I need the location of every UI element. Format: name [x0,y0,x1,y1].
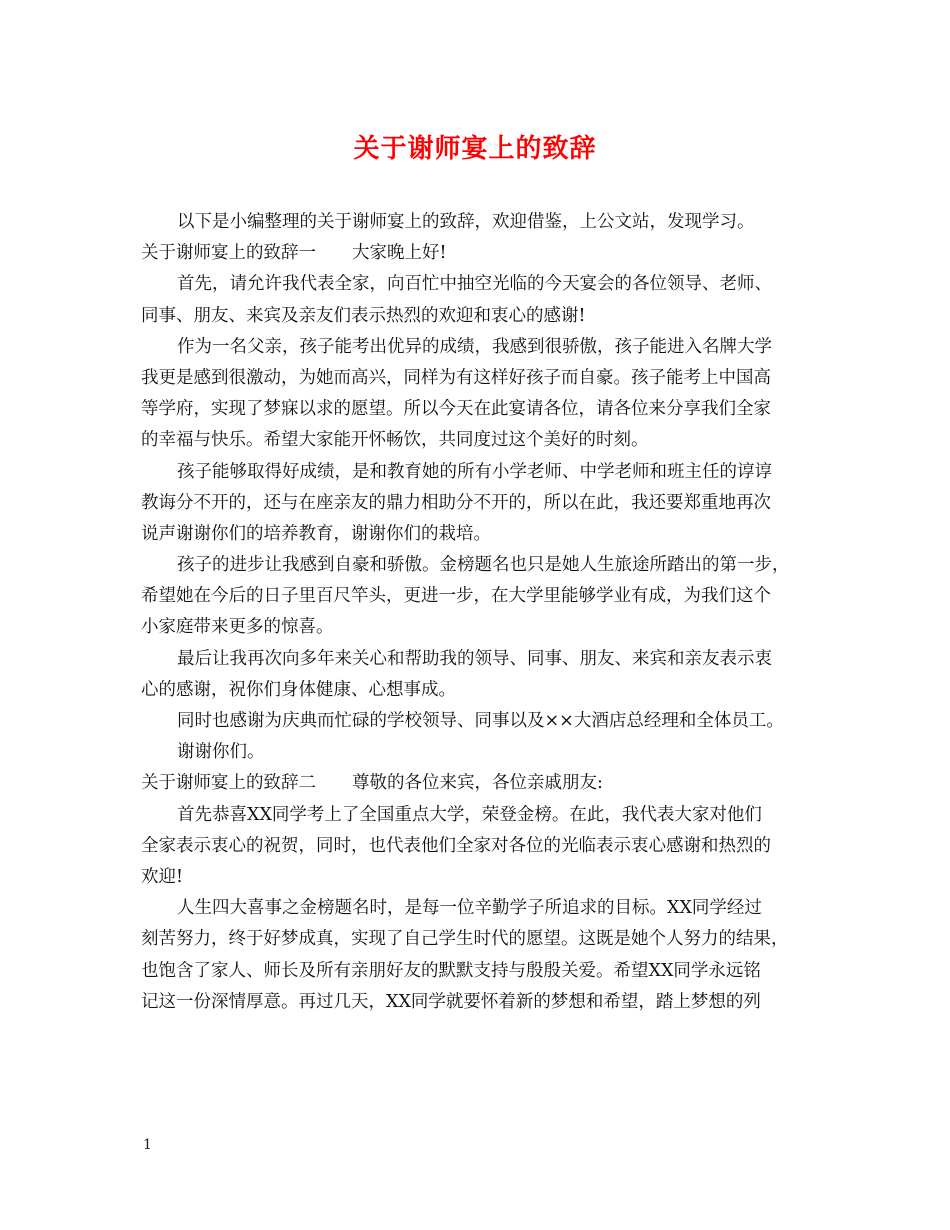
text-line [141,519,821,550]
line-text: 记这一份深情厚意。再过几天，XX同学就要怀着新的梦想和希望，踏上梦想的列 [141,991,761,1012]
text-line [141,269,821,300]
line-text: 欢迎! [141,866,184,887]
text-line [141,301,821,332]
text-line [141,893,821,924]
text-line [141,800,821,831]
line-text: 最后让我再次向多年来关心和帮助我的领导、同事、朋友、来宾和亲友表示衷 [177,648,772,669]
line-text: 教诲分不开的，还与在座亲友的鼎力相助分不开的，所以在此，我还要郑重地再次 [141,492,771,513]
line-text: 孩子能够取得好成绩，是和教育她的所有小学老师、中学老师和班主任的谆谆 [177,461,772,482]
text-line [141,737,821,768]
text-line [141,207,821,238]
line-text: 刻苦努力，终于好梦成真，实现了自己学生时代的愿望。这既是她个人努力的结果， [141,929,789,950]
text-line [141,425,821,456]
line-text: 大家晚上好! [352,243,447,264]
text-line [141,924,821,955]
text-line [141,768,821,799]
text-line [141,706,821,737]
line-text: 等学府，实现了梦寐以求的愿望。所以今天在此宴请各位，请各位来分享我们全家 [141,399,771,420]
line-text: 同事、朋友、来宾及亲友们表示热烈的欢迎和衷心的感谢! [141,305,586,326]
document-title: 关于谢师宴上的致辞 [353,134,597,164]
line-text: 希望她在今后的日子里百尺竿头，更进一步，在大学里能够学业有成，为我们这个 [141,586,771,607]
text-line [141,831,821,862]
text-line [141,488,821,519]
line-text: 也饱含了家人、师长及所有亲朋好友的默默支持与殷殷关爱。希望XX同学永远铭 [141,960,761,981]
line-text: 首先，请允许我代表全家，向百忙中抽空光临的今天宴会的各位领导、老师、 [177,274,772,295]
line-text: 以下是小编整理的关于谢师宴上的致辞，欢迎借鉴，上公文站，发现学习。 [177,212,755,232]
text-line [141,332,821,363]
line-text: 的幸福与快乐。希望大家能开怀畅饮，共同度过这个美好的时刻。 [141,430,649,451]
text-line [141,987,821,1018]
text-line [141,550,821,581]
line-text: 心的感谢，祝你们身体健康、心想事成。 [141,679,456,700]
line-text: 人生四大喜事之金榜题名时，是每一位辛勤学子所追求的目标。XX同学经过 [177,898,762,919]
document-body [141,207,821,1018]
line-text: 小家庭带来更多的惊喜。 [141,617,334,638]
line-text: 孩子的进步让我感到自豪和骄傲。金榜题名也只是她人生旅途所踏出的第一步， [177,555,790,576]
page-number: 1 [143,1137,152,1153]
text-line [141,394,821,425]
line-text: 我更是感到很激动，为她而高兴，同样为有这样好孩子而自豪。孩子能考上中国高 [141,367,771,388]
line-text: 首先恭喜XX同学考上了全国重点大学，荣登金榜。在此，我代表大家对他们 [177,804,762,825]
line-text: 作为一名父亲，孩子能考出优异的成绩，我感到很骄傲，孩子能进入名牌大学 [177,336,772,357]
line-text: 谢谢你们。 [177,742,265,763]
text-line [141,644,821,675]
line-text: 说声谢谢你们的培养教育，谢谢你们的栽培。 [141,523,491,544]
text-line [141,238,821,269]
section-heading: 关于谢师宴上的致辞二 [141,773,316,794]
text-line [141,363,821,394]
line-text: 全家表示衷心的祝贺，同时，也代表他们全家对各位的光临表示衷心感谢和热烈的 [141,835,771,856]
section-heading: 关于谢师宴上的致辞一 [141,243,316,264]
text-line [141,675,821,706]
text-line [141,581,821,612]
text-line [141,612,821,643]
text-line [141,457,821,488]
line-text: 同时也感谢为庆典而忙碌的学校领导、同事以及××大酒店总经理和全体员工。 [177,711,784,731]
text-line [141,956,821,987]
line-text: 尊敬的各位来宾，各位亲戚朋友: [352,773,603,794]
text-line [141,862,821,893]
